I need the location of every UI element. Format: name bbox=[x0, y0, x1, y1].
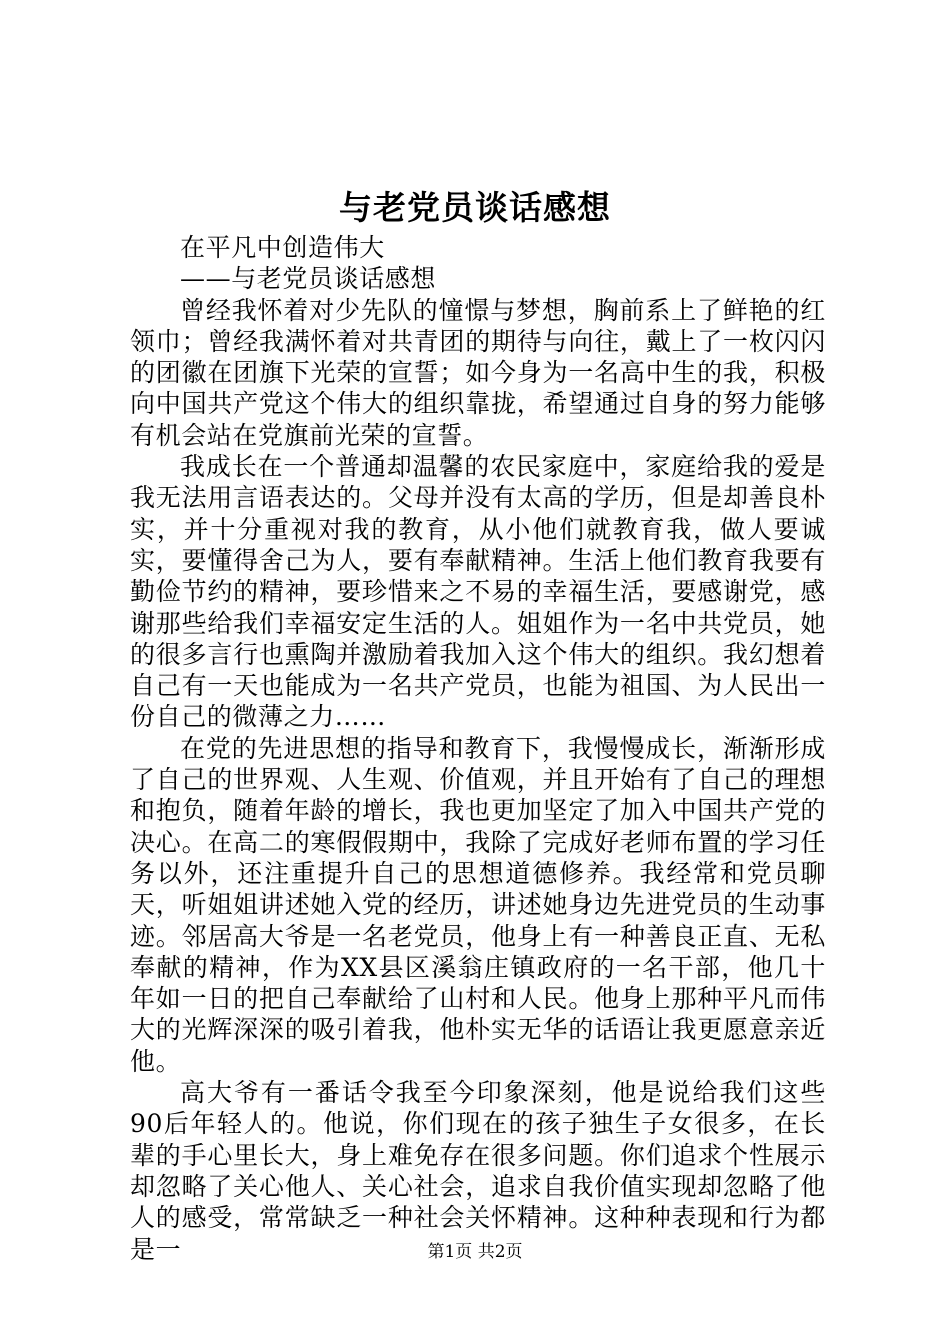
page-footer: 第1页 共2页 bbox=[427, 1242, 523, 1262]
subtitle-dash: ——与老党员谈话感想 bbox=[180, 264, 437, 294]
document-title: 与老党员谈话感想 bbox=[339, 188, 611, 227]
paragraph: 我成长在一个普通却温馨的农民家庭中，家庭给我的爱是我无法用言语表达的。父母并没有太高的学历，但是却善良朴实，并十分重视对我的教育，从小他们就教育我，做人要诚实，要懂得舍己为人，要有奉献精神。生活上他们教育我要有勤俭节约的精神，要珍惜来之不易的幸福生活，要感谢党，感谢那些给我们幸福安定生活的人。姐姐作为一名中共党员，她的很多言行也熏陶并激励着我加入这个伟大的组织。我幻想着自己有一天也能成为一名共产党员，也能为祖国、为人民出一份自己的微薄之力…… bbox=[130, 452, 826, 732]
subtitle: 在平凡中创造伟大 bbox=[180, 233, 385, 262]
paragraph: 曾经我怀着对少先队的憧憬与梦想，胸前系上了鲜艳的红领巾；曾经我满怀着对共青团的期待与向往，戴上了一枚闪闪的团徽在团旗下光荣的宣誓；如今身为一名高中生的我，积极向中国共产党这个伟大的组织靠拢，希望通过自身的努力能够有机会站在党旗前光荣的宣誓。 bbox=[130, 295, 826, 450]
paragraph: 高大爷有一番话令我至今印象深刻，他是说给我们这些90后年轻人的。他说，你们现在的孩子独生子女很多，在长辈的手心里长大，身上难免存在很多问题。你们追求个性展示却忽略了关心他人、关心社会，追求自我价值实现却忽略了他人的感受，常常缺乏一种社会关怀精神。这种种表现和行为都是一 bbox=[130, 1078, 826, 1264]
paragraph: 在党的先进思想的指导和教育下，我慢慢成长，渐渐形成了自己的世界观、人生观、价值观，并且开始有了自己的理想和抱负，随着年龄的增长，我也更加坚定了加入中国共产党的决心。在高二的寒假假期中，我除了完成好老师布置的学习任务以外，还注重提升自己的思想道德修养。我经常和党员聊天，听姐姐讲述她入党的经历，讲述她身边先进党员的生动事迹。邻居高大爷是一名老党员，他身上有一种善良正直、无私奉献的精神，作为XX县区溪翁庄镇政府的一名干部，他几十年如一日的把自己奉献给了山村和人民。他身上那种平凡而伟大的光辉深深的吸引着我，他朴实无华的话语让我更愿意亲近他。 bbox=[130, 733, 826, 1076]
document-body bbox=[130, 232, 826, 1265]
